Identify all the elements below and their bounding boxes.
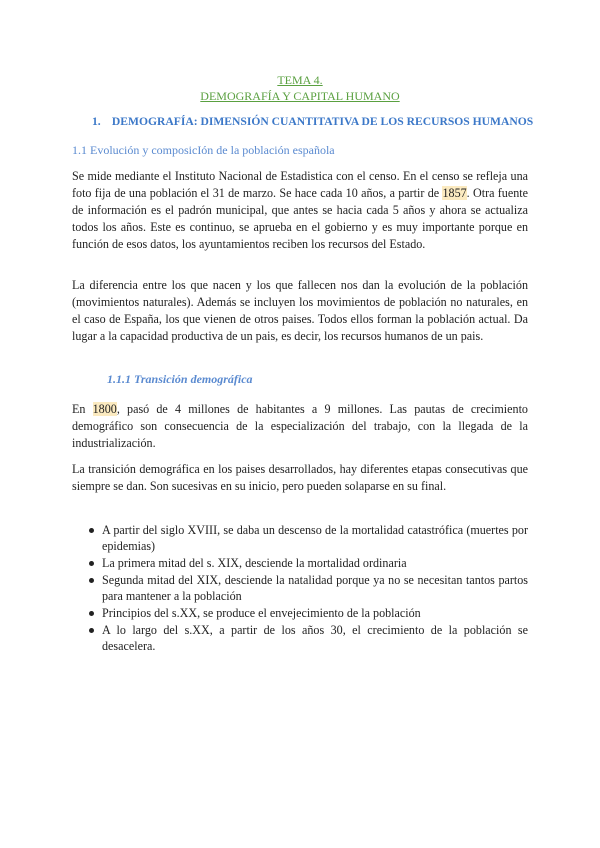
paragraph-text: Se mide mediante el Instituto Nacional de Estadistica con el censo. En el censo se refleja una foto fija de una población el 31 de marzo. Se hace cada 10 años, a partir de: [72, 169, 528, 200]
paragraph-text: En: [72, 402, 93, 416]
subsubsection-heading: 1.1.1 Transición demográfica: [107, 372, 253, 386]
list-item: [72, 605, 528, 621]
paragraph-text: , pasó de 4 millones de habitantes a 9 millones. Las pautas de crecimiento demográfico son consecuencia de la especialización del trabajo, con la llegada de la industrialización.: [72, 402, 528, 450]
bullet-icon: [89, 561, 94, 566]
bullet-icon: [89, 528, 94, 533]
list-item-text: La primera mitad del s. XIX, desciende la mortalidad ordinaria: [102, 556, 407, 570]
list-item: [72, 555, 528, 571]
bullet-icon: [89, 578, 94, 583]
paragraph-1800: [72, 401, 528, 452]
bullet-list: [72, 522, 528, 655]
list-item-text: Principios del s.XX, se produce el envejecimiento de la población: [102, 606, 421, 620]
list-item: [72, 622, 528, 654]
section-number: 1.: [92, 115, 101, 128]
list-item-text: A lo largo del s.XX, a partir de los años 30, el crecimiento de la población se desacelera.: [102, 623, 528, 653]
list-item-text: A partir del siglo XVIII, se daba un descenso de la mortalidad catastrófica (muertes por epidemias): [102, 523, 528, 553]
paragraph-text: . Otra fuente de información es el padrón municipal, que antes se hacia cada 5 años y ahora se actualiza todos los años. Este es continuo, se aprueba en el gobierno y es muy importante porque en función de esos datos, los ayuntamientos reciben los recursos del Estado.: [72, 186, 528, 251]
list-item-text: Segunda mitad del XIX, desciende la natalidad porque ya no se necesitan tantos partos para mantener a la población: [102, 573, 528, 603]
list-item: [72, 572, 528, 604]
subsection-heading: 1.1 Evolución y composicIón de la población española: [72, 143, 335, 157]
highlighted-year: 1800: [92, 402, 117, 416]
bullet-icon: [89, 628, 94, 633]
paragraph-census: [72, 168, 528, 253]
section-title: DEMOGRAFÍA: DIMENSIÓN CUANTITATIVA DE LOS RECURSOS HUMANOS: [111, 115, 534, 128]
document-title-line1: TEMA 4.: [277, 73, 323, 87]
section-heading: [92, 115, 533, 128]
bullet-icon: [89, 611, 94, 616]
paragraph-transition: La transición demográfica en los paises desarrollados, hay diferentes etapas consecutivas que siempre se dan. Son sucesivas en su inicio, pero pueden solaparse en su final.: [72, 462, 528, 493]
paragraph-population: La diferencia entre los que nacen y los que fallecen nos dan la evolución de la población (movimientos naturales). Además se incluyen los movimientos de población no naturales, en el caso de España, los que vienen de otros paises. Todos ellos forman la población actual. Da lugar a la capacidad productiva de un pais, es decir, los recursos humanos de un pais.: [72, 278, 528, 343]
document-title-line2: DEMOGRAFÍA Y CAPITAL HUMANO: [200, 89, 400, 103]
highlighted-year: 1857: [442, 186, 467, 200]
list-item: [72, 522, 528, 554]
